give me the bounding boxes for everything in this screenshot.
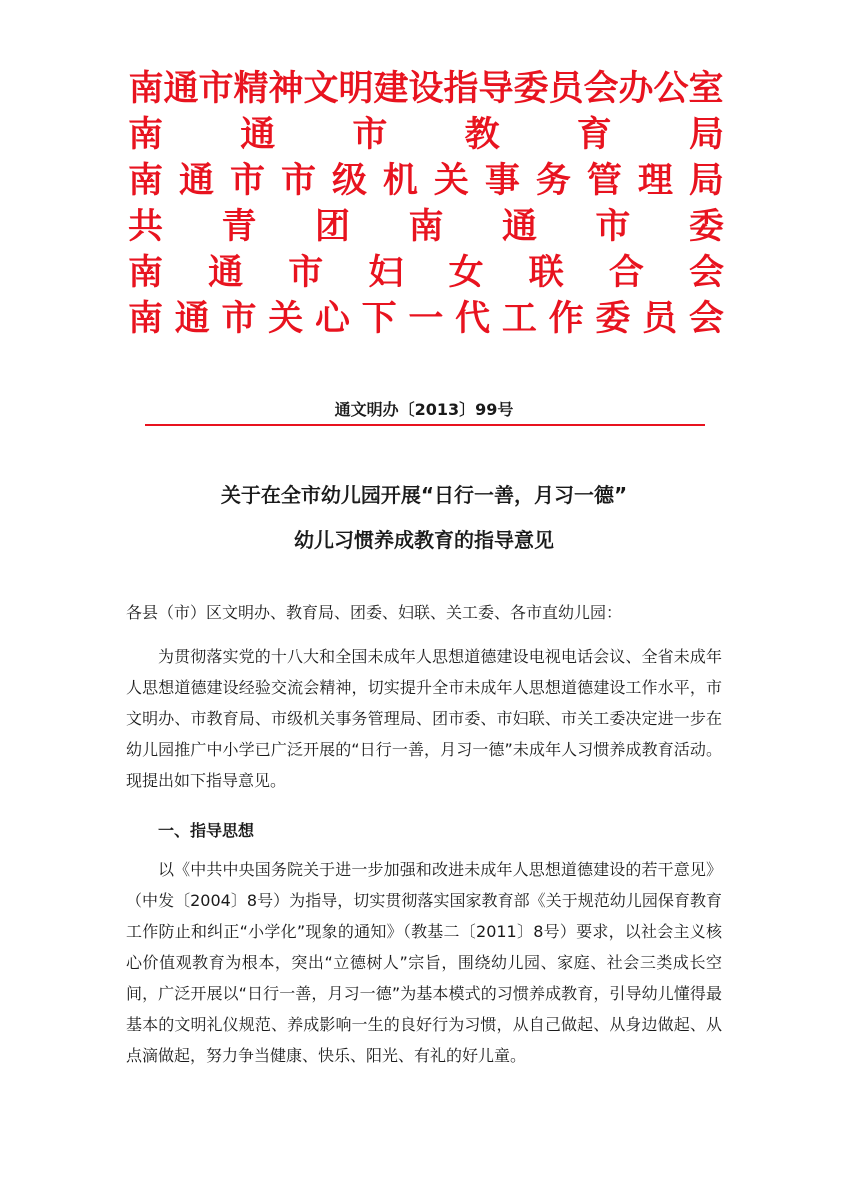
- issuer-text: 关: [268, 299, 304, 339]
- red-separator-rule: [145, 424, 705, 426]
- issuer-text: 市: [288, 253, 324, 293]
- issuer-text: 通: [174, 299, 210, 339]
- issuer-text: 一: [408, 299, 444, 339]
- issuer-text: 心: [314, 299, 350, 339]
- issuer-text: 事: [484, 161, 520, 201]
- issuer-text: 级: [331, 161, 367, 201]
- issuer-text: 下: [361, 299, 397, 339]
- issuer-text: 委: [688, 207, 724, 247]
- issuer-text: 理: [637, 161, 673, 201]
- issuer-line: [128, 158, 724, 204]
- issuer-text: 会: [688, 299, 724, 339]
- issuer-text: 机: [382, 161, 418, 201]
- issuer-text: 联: [528, 253, 564, 293]
- document-title-line-1: 关于在全市幼儿园开展“日行一善，月习一德”: [220, 483, 628, 507]
- issuer-text: 共: [128, 207, 164, 247]
- issuer-text: 市: [229, 161, 265, 201]
- issuer-text: 育: [576, 115, 612, 155]
- issuer-text: 委: [595, 299, 631, 339]
- issuer-line: [128, 66, 724, 112]
- issuer-text: 妇: [368, 253, 404, 293]
- issuer-text: 局: [688, 115, 724, 155]
- issuer-line: [128, 250, 724, 296]
- document-number: 通文明办〔2013〕99号: [334, 400, 514, 419]
- issuing-authorities: [128, 66, 724, 342]
- issuer-text: 市: [352, 115, 388, 155]
- issuer-text: 会: [688, 253, 724, 293]
- issuer-text: 员: [642, 299, 678, 339]
- issuer-text: 关: [433, 161, 469, 201]
- document-title-line-2: 幼儿习惯养成教育的指导意见: [294, 528, 554, 552]
- issuer-text: 局: [688, 161, 724, 201]
- section-heading-guiding-principle: 一、指导思想: [158, 821, 255, 840]
- issuer-text: 务: [535, 161, 571, 201]
- issuer-text: 管: [586, 161, 622, 201]
- issuer-text: 南: [128, 115, 164, 155]
- issuer-text: 通: [178, 161, 214, 201]
- issuer-text: 南: [128, 299, 164, 339]
- issuer-text: 代: [455, 299, 491, 339]
- issuer-line: [128, 204, 724, 250]
- issuer-line: [128, 296, 724, 342]
- issuer-text: 市: [280, 161, 316, 201]
- issuer-text: 合: [608, 253, 644, 293]
- issuer-text: 通: [240, 115, 276, 155]
- issuer-text: 南: [128, 161, 164, 201]
- issuer-text: 市: [221, 299, 257, 339]
- issuer-text: 南: [408, 207, 444, 247]
- issuer-text: 女: [448, 253, 484, 293]
- issuer-text: 南: [128, 253, 164, 293]
- body-paragraph-guiding-principle: 以《中共中央国务院关于进一步加强和改进未成年人思想道德建设的若干意见》（中发〔2004〕8号）为指导，切实贯彻落实国家教育部《关于规范幼儿园保育教育工作防止和纠正“小学化”现象的通知》（教基二〔2011〕8号）要求，以社会主义核心价值观教育为根本，突出“立德树人”宗旨，围绕幼儿园、家庭、社会三类成长空间，广泛开展以“日行一善，月习一德”为基本模式的习惯养成教育，引导幼儿懂得最基本的文明礼仪规范、养成影响一生的良好行为习惯，从自己做起、从身边做起、从点滴做起，努力争当健康、快乐、阳光、有礼的好儿童。: [126, 860, 722, 1065]
- issuer-text: 南通市精神文明建设指导委员会办公室: [128, 69, 724, 109]
- issuer-text: 团: [314, 207, 350, 247]
- issuer-text: 青: [221, 207, 257, 247]
- issuer-text: 通: [501, 207, 537, 247]
- issuer-text: 作: [548, 299, 584, 339]
- issuer-text: 通: [208, 253, 244, 293]
- body-paragraph-intro: 为贯彻落实党的十八大和全国未成年人思想道德建设电视电话会议、全省未成年人思想道德建设经验交流会精神，切实提升全市未成年人思想道德建设工作水平，市文明办、市教育局、市级机关事务管理局、团市委、市妇联、市关工委决定进一步在幼儿园推广中小学已广泛开展的“日行一善，月习一德”未成年人习惯养成教育活动。现提出如下指导意见。: [126, 647, 722, 790]
- salutation: 各县（市）区文明办、教育局、团委、妇联、关工委、各市直幼儿园：: [126, 603, 623, 622]
- issuer-line: [128, 112, 724, 158]
- issuer-text: 市: [595, 207, 631, 247]
- issuer-text: 教: [464, 115, 500, 155]
- issuer-text: 工: [501, 299, 537, 339]
